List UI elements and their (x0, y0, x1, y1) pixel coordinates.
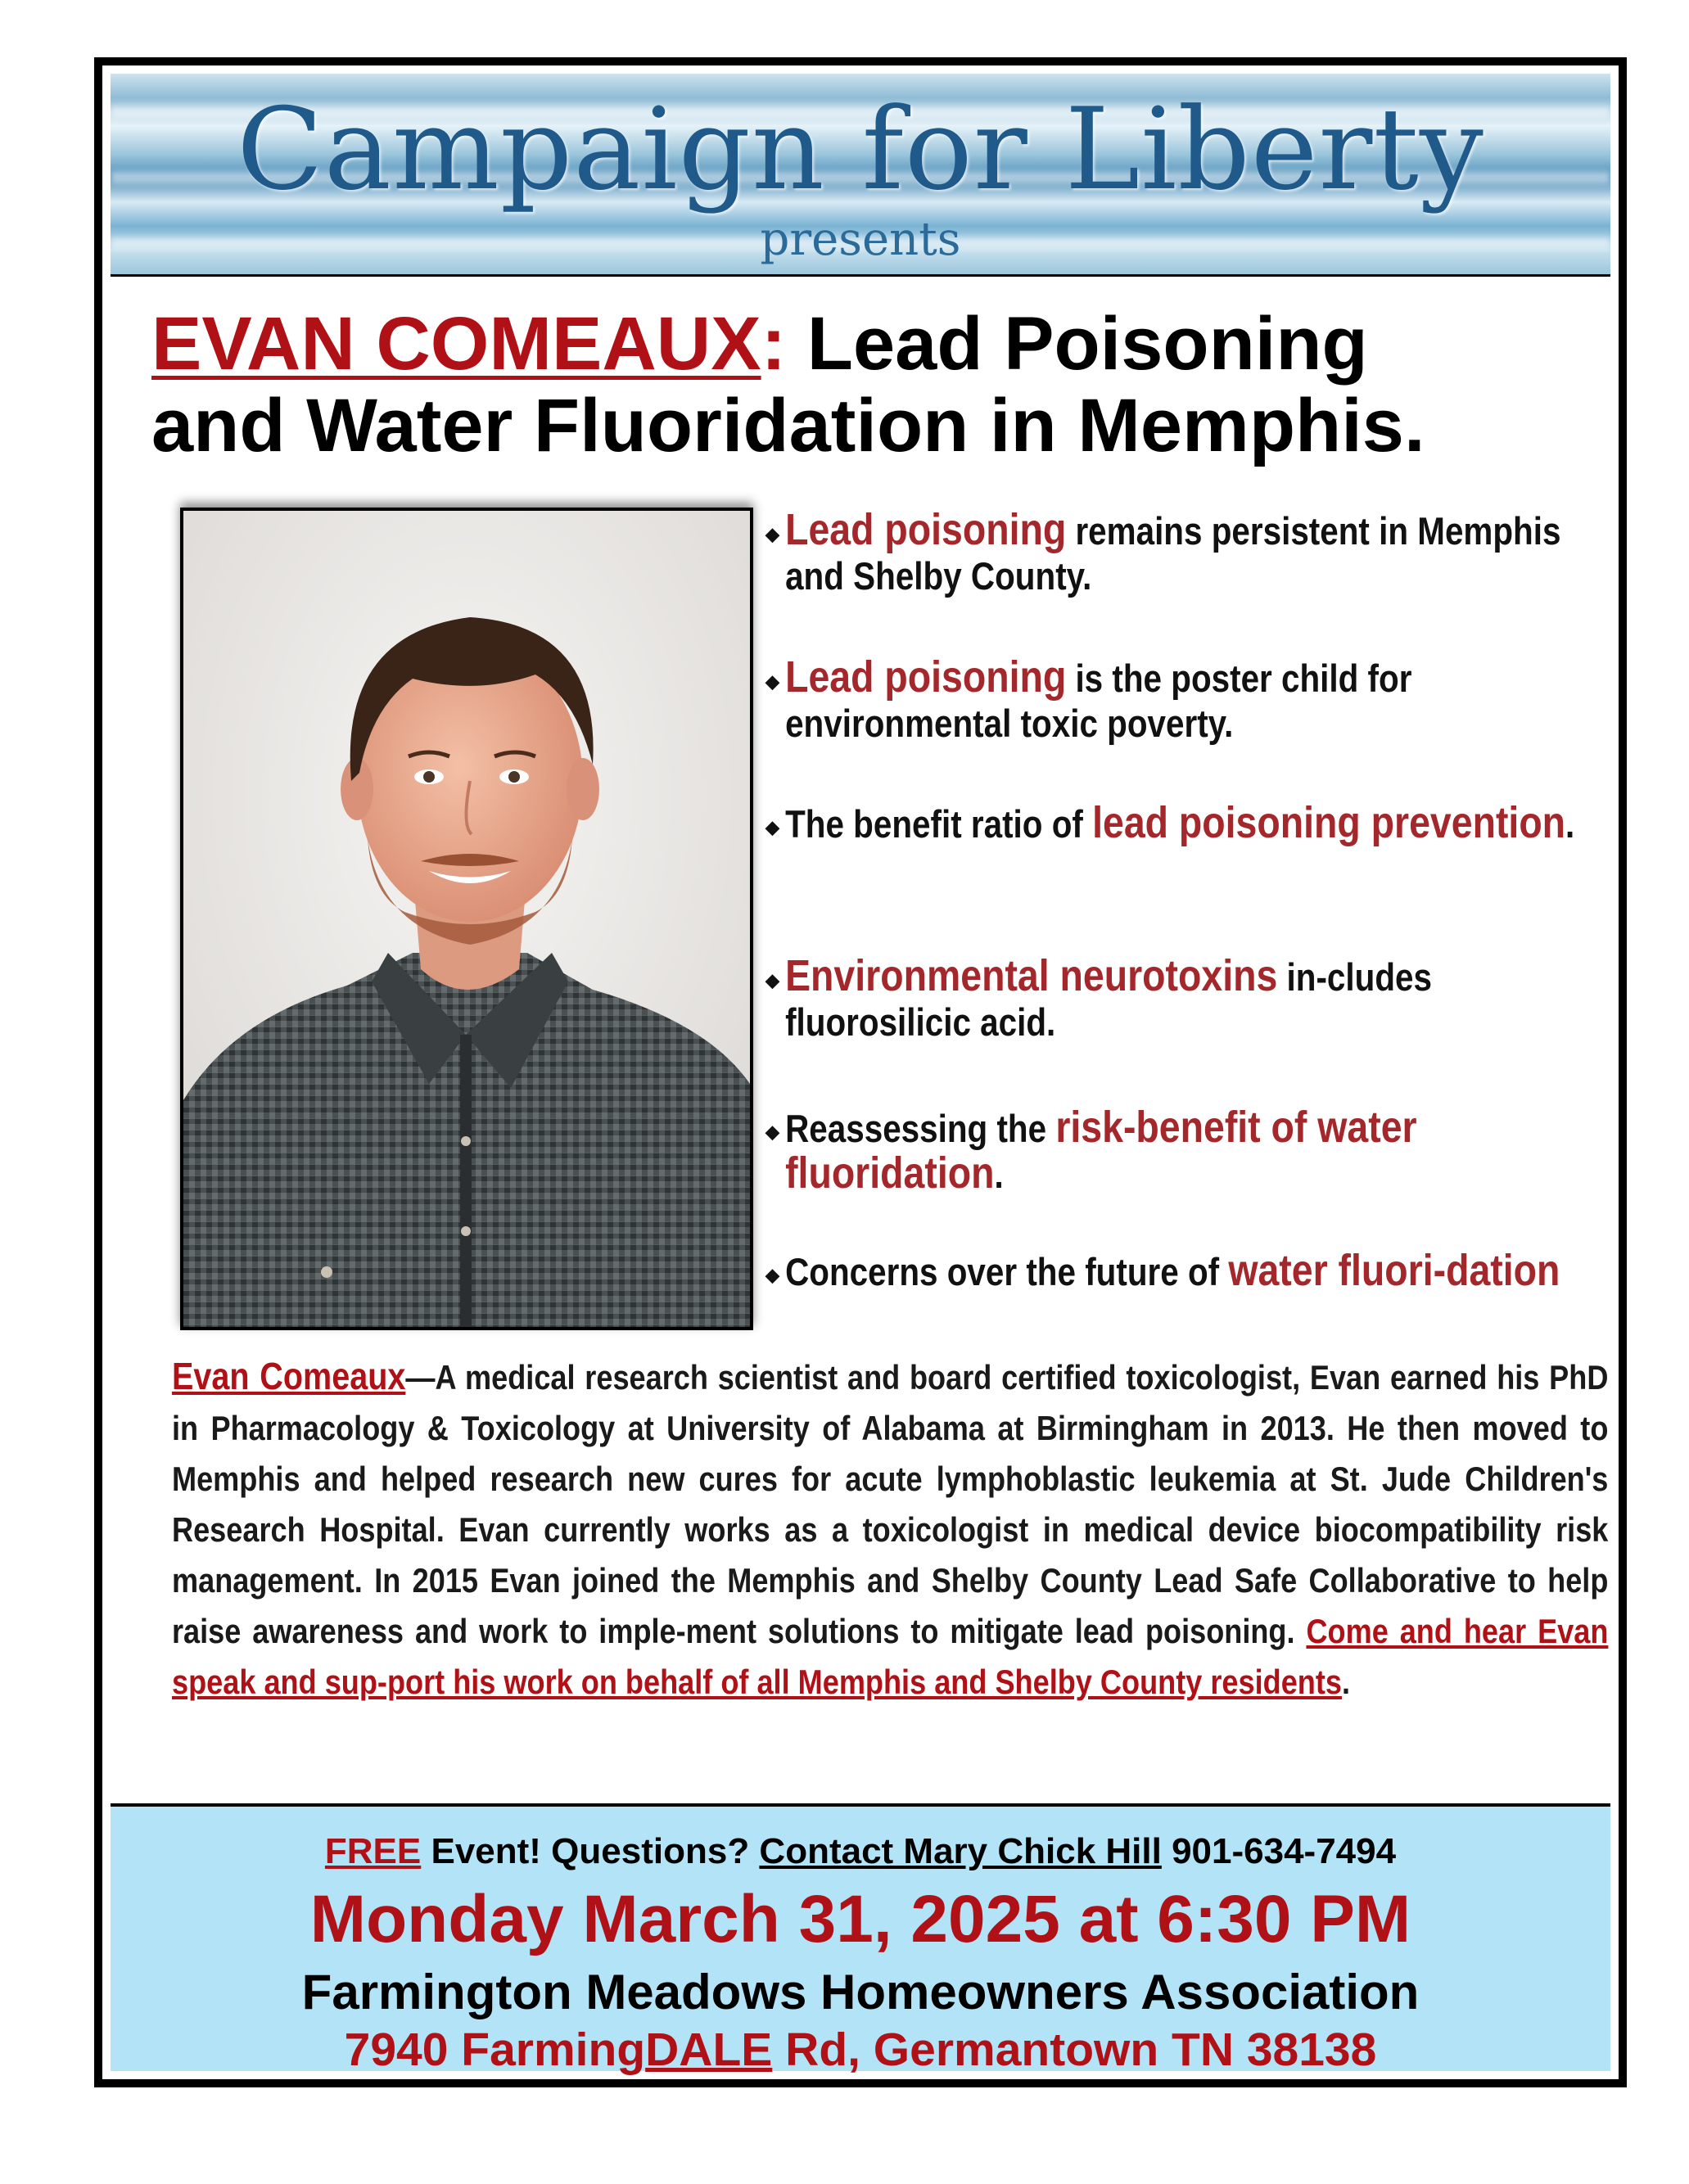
bullet-text: The benefit ratio of lead poisoning prevention. (785, 798, 1575, 847)
bullet-highlight: lead poisoning prevention (1092, 798, 1566, 847)
banner-title: Campaign for Liberty (237, 83, 1484, 215)
contact-phone: 901-634-7494 (1161, 1831, 1397, 1871)
bullet-text: Environmental neurotoxins in-cludes fluorosilicic acid. (785, 951, 1432, 1044)
diamond-bullet-icon: ◆ (765, 671, 779, 692)
headline-line-2: and Water Fluoridation in Memphis. (151, 384, 1425, 467)
diamond-bullet-icon: ◆ (765, 1265, 779, 1285)
headline-line-1 (151, 303, 1586, 385)
free-label: FREE (324, 1831, 422, 1871)
diamond-bullet-icon: ◆ (765, 1121, 779, 1142)
bullet-text: Lead poisoning remains persistent in Memphis and Shelby County. (785, 505, 1561, 598)
address-dale: DALE (645, 2024, 773, 2076)
event-date: Monday March 31, 2025 at 6:30 PM (309, 1882, 1411, 1956)
bullet-highlight: Lead poisoning (785, 652, 1067, 702)
bullet-highlight: water fluori-dation (1228, 1246, 1560, 1295)
bullet-highlight: Lead poisoning (785, 505, 1067, 554)
bullet-item (765, 652, 1609, 746)
flyer-frame (94, 57, 1627, 2087)
headline (151, 303, 1586, 467)
banner (111, 74, 1610, 277)
contact-name: Contact Mary Chick Hill (759, 1831, 1162, 1871)
event-questions: Event! Questions? (421, 1831, 760, 1871)
bio-end: . (1341, 1663, 1351, 1701)
diamond-bullet-icon: ◆ (765, 524, 779, 544)
bullet-highlight: Environmental neurotoxins (785, 951, 1278, 1000)
bio-text: —A medical research scientist and board certified toxicologist, Evan earned his PhD in Pharmacology & Toxicology at University of Alabama at Birmingham in 2013. He then moved to Memphis and helped research new cures for acute lymphoblastic leukemia at St. Jude Children's Research Hospital. Evan currently works as a toxicologist in medical device biocompatibility risk management. In 2015 Evan joined the Memphis and Shelby County Lead Safe Collaborative to help raise awareness and work to imple-ment solutions to mitigate lead poisoning. (172, 1358, 1609, 1650)
bullet-item (765, 505, 1609, 598)
bullet-text: Concerns over the future of water fluori-dation (785, 1246, 1560, 1295)
headline-colon: : (761, 302, 787, 386)
diamond-bullet-icon: ◆ (765, 817, 779, 837)
event-details (111, 1803, 1610, 2076)
contact-line (111, 1830, 1610, 1874)
event-address: 7940 FarmingDALE Rd, Germantown TN 38138 (344, 2024, 1377, 2076)
bullet-item (765, 951, 1609, 1045)
event-venue: Farmington Meadows Homeowners Association (301, 1965, 1420, 2019)
headline-topic-1: Lead Poisoning (786, 302, 1368, 386)
speaker-photo (180, 508, 753, 1330)
diamond-bullet-icon: ◆ (765, 970, 779, 990)
bullet-highlight: risk-benefit of water fluoridation (785, 1103, 1417, 1198)
bullet-item (765, 1105, 1609, 1197)
banner-subtitle: presents (760, 213, 961, 266)
bullet-text: Lead poisoning is the poster child for environmental toxic poverty. (785, 652, 1412, 745)
speaker-bio (172, 1351, 1609, 1708)
bio-speaker-name: Evan Comeaux (172, 1355, 406, 1397)
bullet-item (765, 1248, 1609, 1294)
speaker-portrait-image (183, 511, 750, 1327)
speaker-name: EVAN COMEAUX (151, 302, 761, 386)
bullet-text: Reassessing the risk-benefit of water fluoridation. (785, 1103, 1417, 1198)
shirt-button (321, 1266, 332, 1278)
bio-call-to-action: Come and hear Evan speak and sup-port his work on behalf of all Memphis and Shelby County residents (172, 1612, 1609, 1701)
bullet-item (765, 798, 1609, 847)
